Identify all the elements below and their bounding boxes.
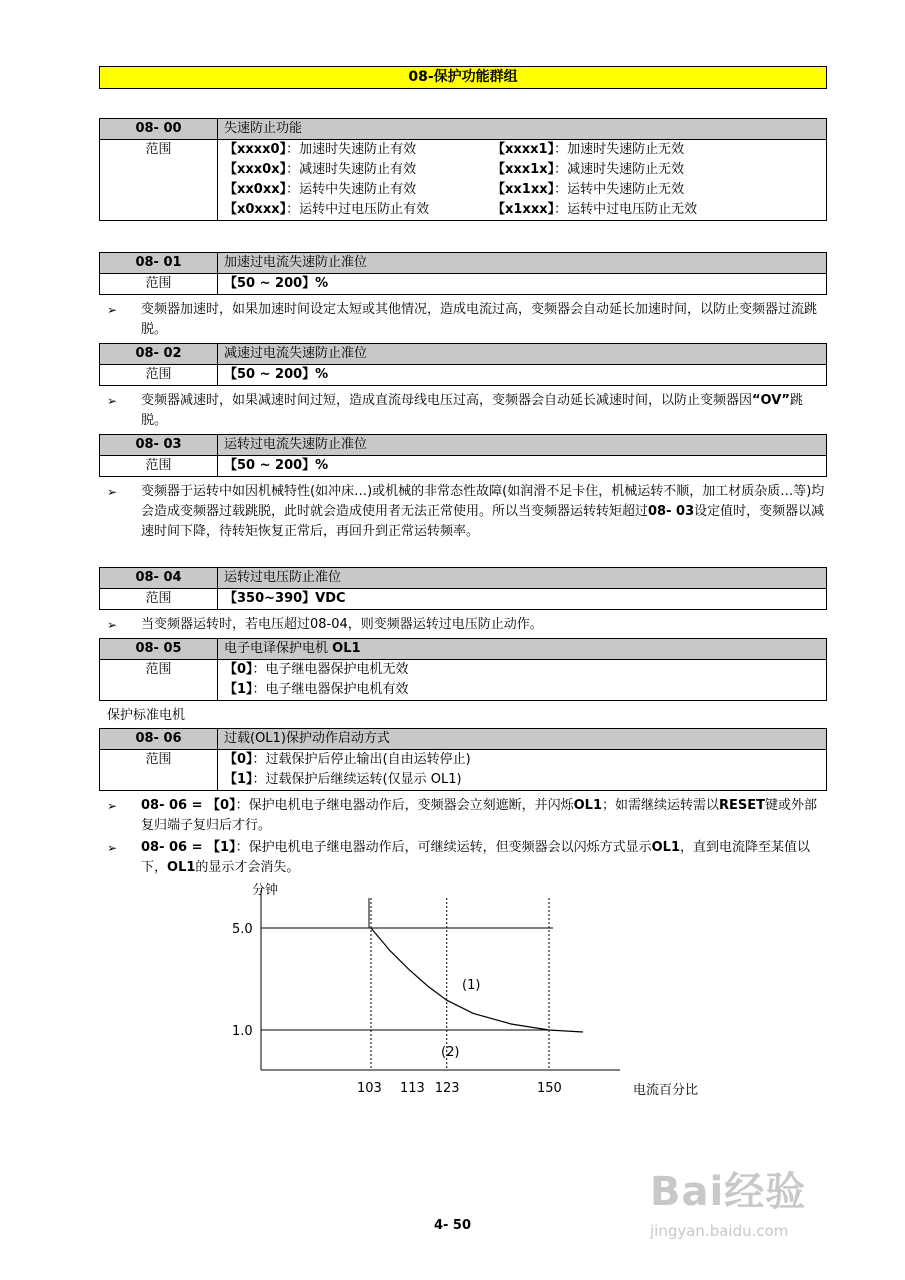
x-tick-label: 123	[434, 1081, 460, 1096]
arrow-bullet-icon: ➢	[107, 799, 118, 813]
param-name: 运转过电流失速防止准位	[218, 435, 827, 456]
option-row: 【0】：电子继电器保护电机无效	[224, 662, 409, 677]
option-cell: 【xxxx1】：加速时失速防止无效	[492, 142, 685, 157]
baidu-watermark	[640, 1150, 890, 1260]
note-08-01: ➢ 变频器加速时，如果加速时间设定太短或其他情况，造成电流过高，变频器会自动延长加速时间，以防止变频器过流跳脱。	[107, 302, 818, 337]
range-label: 范围	[100, 140, 218, 221]
range-label: 范围	[100, 456, 218, 477]
note-08-03: ➢ 变频器于运转中如因机械特性(如冲床…)或机械的非常态性故障(如润滑不足卡住，机械运转不顺，加工材质杂质…等)均会造成变频器过载跳脱，此时就会造成使用者无法正常使用。所以当变频器运转转矩超过08- 03设定值时，变频器以减速时间下降，待转矩恢复正常后，再回升到正常运转频率。	[107, 484, 825, 539]
param-table-08-06	[99, 728, 827, 791]
range-options	[218, 140, 827, 221]
section-label: 保护标准电机	[107, 708, 186, 723]
param-name: 过载(OL1)保护动作启动方式	[218, 729, 827, 750]
param-code: 08- 00	[100, 119, 218, 140]
range-label: 范围	[100, 274, 218, 295]
param-name: 电子电译保护电机 OL1	[218, 639, 827, 660]
section-title-banner: 08-保护功能群组	[99, 66, 827, 89]
option-cell: 【xxx0x】：减速时失速防止有效	[224, 162, 417, 177]
range-options	[218, 750, 827, 791]
x-axis-label: 电流百分比	[633, 1083, 699, 1098]
note-08-04: ➢ 当变频器运转时，若电压超过08-04，则变频器运转过电压防止动作。	[107, 615, 827, 635]
range-label: 范围	[100, 660, 218, 701]
overload-curve-chart	[0, 870, 905, 1110]
option-cell: 【xxx1x】：减速时失速防止无效	[492, 162, 685, 177]
arrow-bullet-icon: ➢	[107, 618, 118, 632]
note-08-06-1: ➢ 08- 06 = 【1】：保护电机电子继电器动作后，可继续运转，但变频器会以闪烁方式显示OL1，直到电流降至某值以下，OL1的显示才会消失。	[107, 840, 811, 875]
param-code: 08- 05	[100, 639, 218, 660]
x-tick-label: 150	[537, 1081, 562, 1096]
x-tick-label: 103	[357, 1081, 382, 1096]
range-options	[218, 660, 827, 701]
param-code: 08- 06	[100, 729, 218, 750]
param-table-08-03	[99, 434, 827, 477]
x-tick-label: 113	[400, 1081, 425, 1096]
arrow-bullet-icon: ➢	[107, 303, 118, 317]
watermark-brand: Bai经验	[650, 1169, 807, 1215]
range-label: 范围	[100, 750, 218, 791]
region-label-2: (2)	[441, 1045, 460, 1060]
range-value: 【50 ~ 200】%	[218, 456, 827, 477]
region-label-1: (1)	[462, 978, 481, 993]
param-name: 运转过电压防止准位	[218, 568, 827, 589]
param-table-08-02	[99, 343, 827, 386]
param-name: 失速防止功能	[218, 119, 827, 140]
page-number: 4- 50	[433, 1218, 472, 1233]
option-row: 【0】：过载保护后停止输出(自由运转停止)	[224, 752, 471, 767]
range-value: 【50 ~ 200】%	[218, 365, 827, 386]
param-name: 减速过电流失速防止准位	[218, 344, 827, 365]
param-code: 08- 01	[100, 253, 218, 274]
param-code: 08- 03	[100, 435, 218, 456]
y-tick-label: 1.0	[232, 1024, 253, 1039]
option-cell: 【xx0xx】：运转中失速防止有效	[224, 182, 417, 197]
range-label: 范围	[100, 589, 218, 610]
note-08-02: ➢ 变频器减速时，如果减速时间过短，造成直流母线电压过高，变频器会自动延长减速时间，以防止变频器因“OV”跳脱。	[107, 393, 803, 428]
option-row: 【1】：电子继电器保护电机有效	[224, 682, 409, 697]
range-value: 【350~390】VDC	[218, 589, 827, 610]
watermark-url: jingyan.baidu.com	[650, 1222, 789, 1240]
param-code: 08- 02	[100, 344, 218, 365]
arrow-bullet-icon: ➢	[107, 841, 118, 855]
param-code: 08- 04	[100, 568, 218, 589]
option-cell: 【x0xxx】：运转中过电压防止有效	[224, 202, 430, 217]
range-value: 【50 ~ 200】%	[218, 274, 827, 295]
option-cell: 【xx1xx】：运转中失速防止无效	[492, 182, 685, 197]
range-label: 范围	[100, 365, 218, 386]
arrow-bullet-icon: ➢	[107, 485, 118, 499]
option-cell: 【x1xxx】：运转中过电压防止无效	[492, 202, 698, 217]
param-table-08-00	[99, 118, 827, 221]
y-tick-label: 5.0	[232, 922, 253, 937]
note-08-06-0: ➢ 08- 06 = 【0】：保护电机电子继电器动作后，变频器会立刻遮断，并闪烁OL1；如需继续运转需以RESET键或外部复归端子复归后才行。	[107, 798, 818, 833]
param-table-08-04	[99, 567, 827, 610]
param-table-08-05	[99, 638, 827, 701]
arrow-bullet-icon: ➢	[107, 394, 118, 408]
param-name: 加速过电流失速防止准位	[218, 253, 827, 274]
option-row: 【1】：过载保护后继续运转(仅显示 OL1)	[224, 772, 462, 787]
param-table-08-01	[99, 252, 827, 295]
option-cell: 【xxxx0】：加速时失速防止有效	[224, 142, 417, 157]
y-axis-label: 分钟	[252, 883, 279, 898]
